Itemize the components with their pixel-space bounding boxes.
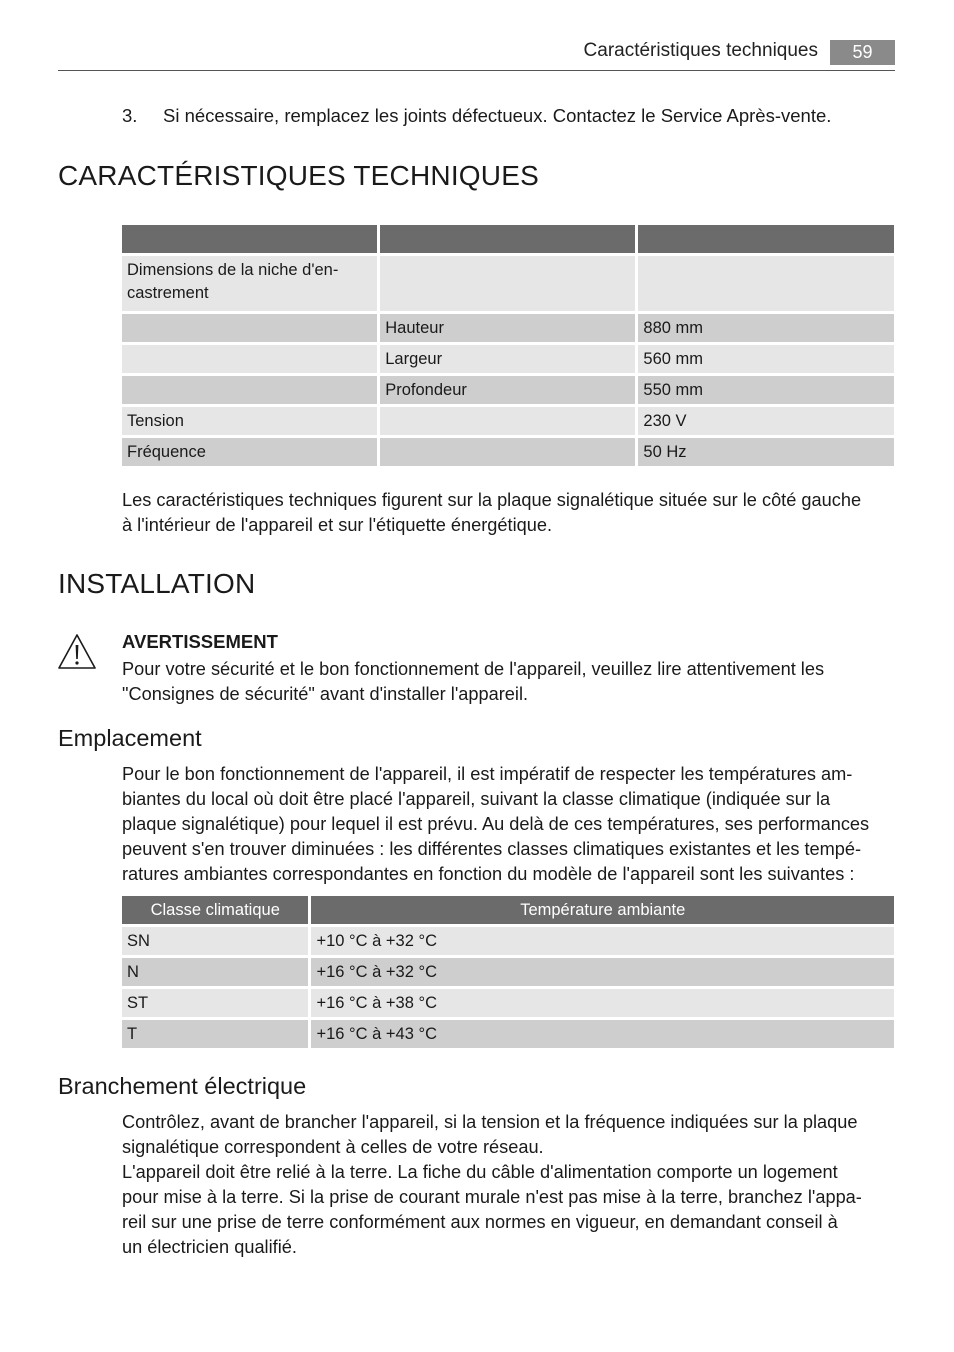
warning-triangle-icon — [57, 633, 97, 671]
spec-value: 50 Hz — [638, 438, 894, 466]
table-row — [122, 256, 894, 311]
paragraph-line: Pour votre sécurité et le bon fonctionnement de l'appareil, veuillez lire attentivement les — [122, 659, 825, 679]
paragraph-line: reil sur une prise de terre conformément aux normes en vigueur, en demandant conseil à — [122, 1212, 838, 1232]
warning-text — [122, 657, 897, 707]
spec-value: 230 V — [638, 407, 894, 435]
spec-sublabel: Largeur — [380, 345, 635, 373]
table-row — [122, 345, 894, 373]
paragraph-line: un électricien qualifié. — [122, 1237, 297, 1257]
spec-value — [638, 256, 894, 311]
paragraph-line: pour mise à la terre. Si la prise de courant murale n'est pas mise à la terre, branchez l'appa- — [122, 1187, 862, 1207]
table-row — [122, 927, 894, 955]
specs-heading: CARACTÉRISTIQUES TECHNIQUES — [58, 160, 539, 191]
spec-label — [122, 345, 377, 373]
spec-value: 560 mm — [638, 345, 894, 373]
electrical-text — [122, 1110, 897, 1260]
page-number: 59 — [830, 40, 895, 65]
climate-header-class: Classe climatique — [122, 896, 308, 924]
spec-label — [122, 256, 377, 311]
running-header-title: Caractéristiques techniques — [583, 40, 818, 61]
spec-sublabel: Hauteur — [380, 314, 635, 342]
spec-value: 550 mm — [638, 376, 894, 404]
spec-label — [122, 314, 377, 342]
specs-table-header — [122, 225, 894, 253]
paragraph-line: Les caractéristiques techniques figurent sur la plaque signalétique située sur le côté gauche — [122, 490, 862, 510]
paragraph-line: peuvent s'en trouver diminuées : les différentes classes climatiques existantes et les tempé- — [122, 839, 862, 859]
specs-table — [119, 222, 897, 469]
specs-header-cell — [380, 225, 635, 253]
table-row — [122, 438, 894, 466]
spec-label-line: Dimensions de la niche d'en- — [127, 261, 339, 279]
paragraph-line: Contrôlez, avant de brancher l'appareil, si la tension et la fréquence indiquées sur la plaque — [122, 1112, 858, 1132]
climate-class: SN — [122, 927, 308, 955]
paragraph-line: à l'intérieur de l'appareil et sur l'étiquette énergétique. — [122, 515, 553, 535]
spec-sublabel: Profondeur — [380, 376, 635, 404]
table-row — [122, 989, 894, 1017]
paragraph-line: biantes du local où doit être placé l'appareil, suivant la classe climatique (indiquée sur la — [122, 789, 831, 809]
paragraph-line: Pour le bon fonctionnement de l'appareil, il est impératif de respecter les températures am- — [122, 764, 853, 784]
paragraph-line: ratures ambiantes correspondantes en fonction du modèle de l'appareil sont les suivantes : — [122, 864, 855, 884]
climate-table-header — [122, 896, 894, 924]
climate-header-temperature: Température ambiante — [311, 896, 894, 924]
climate-class-table — [119, 893, 897, 1051]
warning-title: AVERTISSEMENT — [122, 631, 278, 652]
specs-header-cell — [122, 225, 377, 253]
specs-header-cell — [638, 225, 894, 253]
paragraph-line: "Consignes de sécurité" avant d'installer l'appareil. — [122, 684, 529, 704]
installation-heading: INSTALLATION — [58, 568, 256, 599]
table-row — [122, 376, 894, 404]
spec-value: 880 mm — [638, 314, 894, 342]
paragraph-line: L'appareil doit être relié à la terre. La fiche du câble d'alimentation comporte un logement — [122, 1162, 838, 1182]
climate-temperature: +16 °C à +43 °C — [311, 1020, 894, 1048]
paragraph-line: signalétique correspondent à celles de votre réseau. — [122, 1137, 544, 1157]
step-text: Si nécessaire, remplacez les joints défectueux. Contactez le Service Après-vente. — [163, 105, 832, 126]
spec-sublabel — [380, 438, 635, 466]
table-row — [122, 958, 894, 986]
intro-step — [122, 105, 831, 127]
table-row — [122, 407, 894, 435]
spec-label: Fréquence — [122, 438, 377, 466]
climate-temperature: +10 °C à +32 °C — [311, 927, 894, 955]
climate-class: T — [122, 1020, 308, 1048]
table-row — [122, 314, 894, 342]
climate-temperature: +16 °C à +32 °C — [311, 958, 894, 986]
spec-sublabel — [380, 256, 635, 311]
placement-text — [122, 762, 897, 887]
specs-note — [122, 488, 897, 538]
climate-class: N — [122, 958, 308, 986]
electrical-heading: Branchement électrique — [58, 1073, 307, 1099]
paragraph-line: plaque signalétique) pour lequel il est prévu. Au delà de ces températures, ses performances — [122, 814, 870, 834]
header-rule — [58, 70, 895, 71]
spec-label: Tension — [122, 407, 377, 435]
spec-label — [122, 376, 377, 404]
spec-label-line: castrement — [127, 284, 209, 302]
climate-class: ST — [122, 989, 308, 1017]
table-row — [122, 1020, 894, 1048]
placement-heading: Emplacement — [58, 725, 202, 751]
spec-sublabel — [380, 407, 635, 435]
step-number: 3. — [122, 105, 138, 126]
climate-temperature: +16 °C à +38 °C — [311, 989, 894, 1017]
